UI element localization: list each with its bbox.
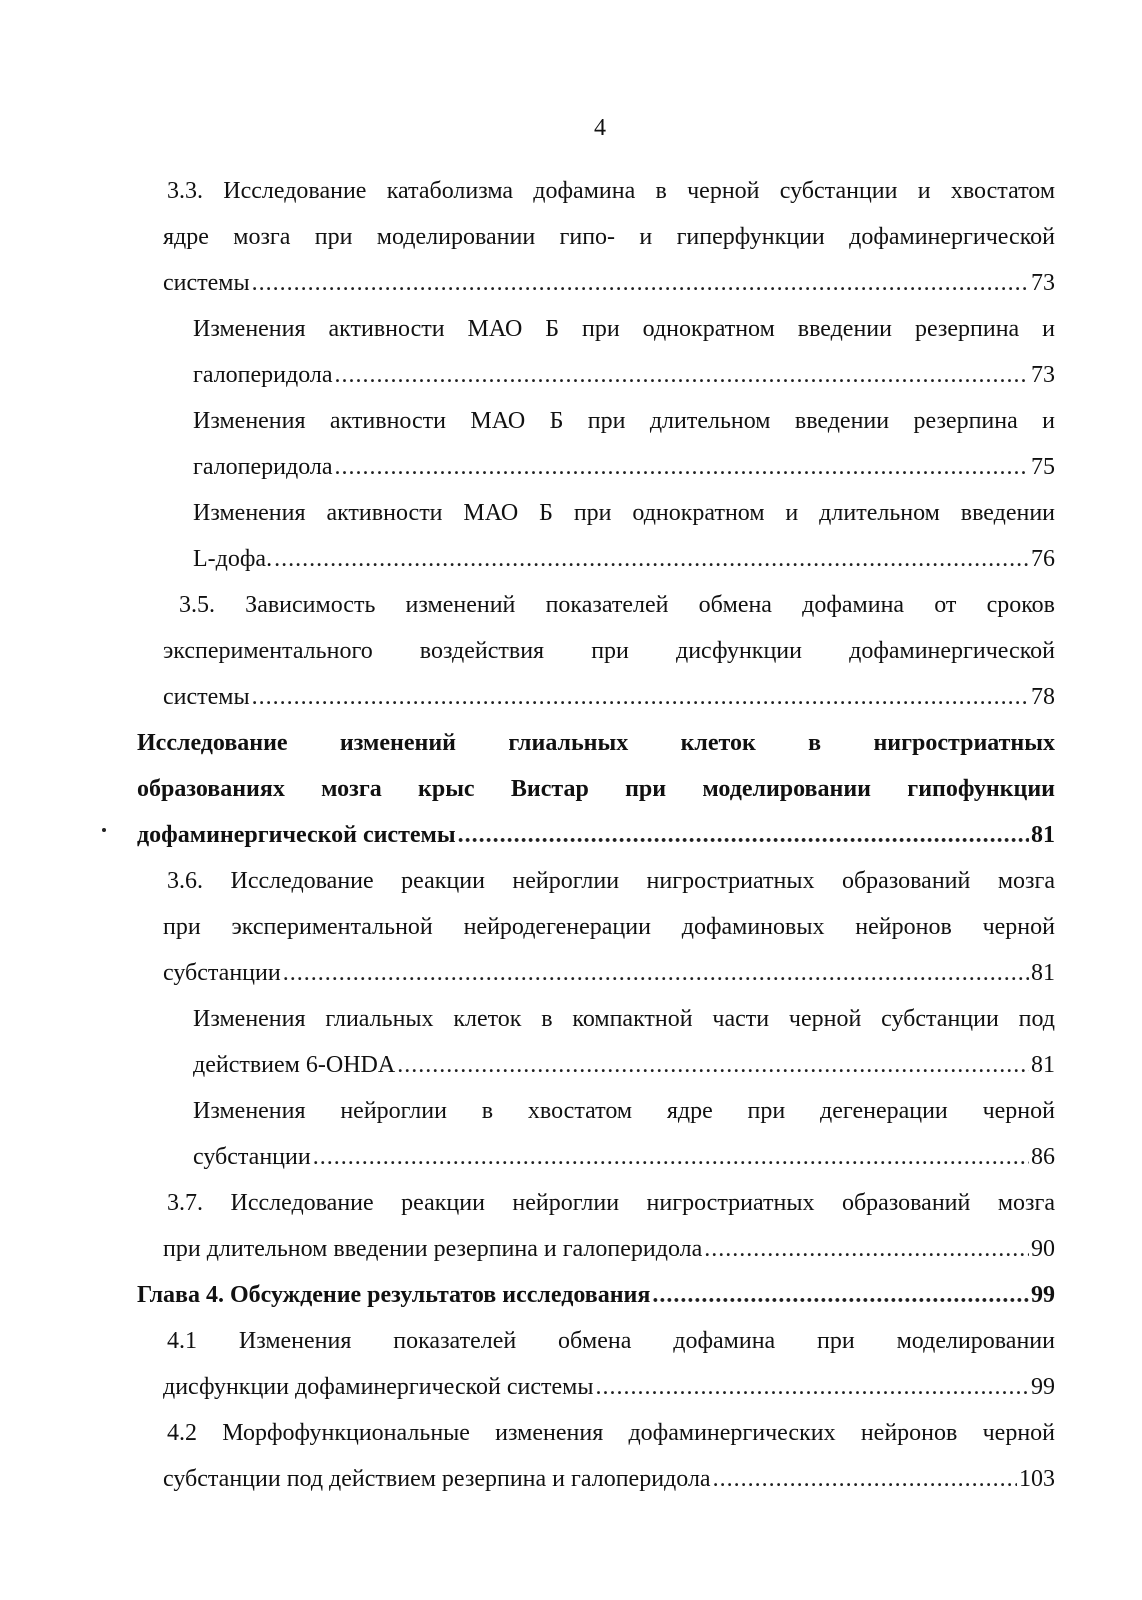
toc-entry — [163, 1410, 1055, 1502]
toc-entry-leader-line — [193, 444, 1055, 490]
dot-leader — [595, 1364, 1029, 1410]
toc-entry-leader-line — [193, 1042, 1055, 1088]
dot-leader — [652, 1272, 1029, 1318]
toc-entry-line: 3.7. Исследование реакции нейроглии нигростриатных образований мозга — [167, 1190, 1055, 1216]
toc-entry-title-end: дофаминергической системы — [137, 822, 456, 848]
dot-leader — [397, 1042, 1029, 1088]
toc-page-number: 73 — [1031, 362, 1055, 388]
toc-entry-leader-line — [193, 352, 1055, 398]
dot-leader — [274, 536, 1029, 582]
toc-entry-line: 4.2 Морфофункциональные изменения дофаминергических нейронов черной — [167, 1420, 1055, 1446]
toc-entry — [193, 1088, 1055, 1180]
toc-page-number: 81 — [1031, 822, 1055, 848]
table-of-contents — [0, 168, 1142, 1502]
toc-entry — [137, 1272, 1055, 1318]
toc-entry-leader-line — [163, 260, 1055, 306]
toc-page-number: 76 — [1031, 546, 1055, 572]
toc-page-number: 103 — [1019, 1466, 1055, 1492]
toc-entry-leader-line — [163, 1456, 1055, 1502]
toc-page-number: 78 — [1031, 684, 1055, 710]
toc-entry-line: 3.3. Исследование катаболизма дофамина в черной субстанции и хвостатом — [167, 178, 1055, 204]
toc-entry — [137, 720, 1055, 858]
toc-entry — [193, 306, 1055, 398]
toc-entry-leader-line — [163, 1226, 1055, 1272]
toc-entry — [193, 398, 1055, 490]
toc-entry-leader-line — [137, 1272, 1055, 1318]
toc-entry-title-end: Глава 4. Обсуждение результатов исследования — [137, 1282, 651, 1308]
toc-entry-title-end: действием 6-OHDA — [193, 1052, 396, 1078]
toc-entry-line: Изменения нейроглии в хвостатом ядре при дегенерации черной — [193, 1098, 1055, 1124]
toc-entry-leader-line — [193, 1134, 1055, 1180]
dot-leader — [713, 1456, 1017, 1502]
toc-entry — [163, 858, 1055, 996]
dot-leader — [252, 674, 1029, 720]
dot-leader — [458, 812, 1029, 858]
toc-entry-title-end: галоперидола — [193, 454, 333, 480]
toc-page-number: 90 — [1031, 1236, 1055, 1262]
toc-page-number: 81 — [1031, 960, 1055, 986]
toc-entry-leader-line — [163, 950, 1055, 996]
toc-entry-line: экспериментального воздействия при дисфункции дофаминергической — [163, 638, 1055, 664]
toc-entry-title-end: субстанции — [163, 960, 281, 986]
toc-entry-line: Изменения глиальных клеток в компактной части черной субстанции под — [193, 1006, 1055, 1032]
toc-entry-title-end: субстанции — [193, 1144, 311, 1170]
toc-entry — [163, 582, 1055, 720]
toc-entry-line: Изменения активности МАО Б при однократном введении резерпина и — [193, 316, 1055, 342]
toc-entry-line: образованиях мозга крыс Вистар при моделировании гипофункции — [137, 776, 1055, 802]
dot-leader — [704, 1226, 1029, 1272]
toc-entry — [193, 490, 1055, 582]
toc-entry — [163, 168, 1055, 306]
toc-entry-leader-line — [137, 812, 1055, 858]
toc-page-number: 99 — [1031, 1282, 1055, 1308]
toc-entry-line: ядре мозга при моделировании гипо- и гиперфункции дофаминергической — [163, 224, 1055, 250]
toc-entry-title-end: системы — [163, 684, 250, 710]
page-number: 4 — [594, 115, 606, 141]
toc-entry — [163, 1318, 1055, 1410]
toc-page-number: 86 — [1031, 1144, 1055, 1170]
toc-page-number: 73 — [1031, 270, 1055, 296]
dot-leader — [252, 260, 1029, 306]
toc-entry-title-end: при длительном введении резерпина и галоперидола — [163, 1236, 703, 1262]
toc-entry-title-end: дисфункции дофаминергической системы — [163, 1374, 594, 1400]
dot-leader — [335, 444, 1029, 490]
dot-leader — [283, 950, 1029, 996]
toc-entry-line: 4.1 Изменения показателей обмена дофамина при моделировании — [167, 1328, 1055, 1354]
toc-entry-title-end: системы — [163, 270, 250, 296]
toc-entry-line: Исследование изменений глиальных клеток в нигростриатных — [137, 730, 1055, 756]
toc-entry-leader-line — [163, 674, 1055, 720]
toc-entry-line: при экспериментальной нейродегенерации дофаминовых нейронов черной — [163, 914, 1055, 940]
toc-entry-line: 3.5. Зависимость изменений показателей обмена дофамина от сроков — [179, 592, 1055, 618]
toc-entry-leader-line — [163, 1364, 1055, 1410]
toc-page-number: 75 — [1031, 454, 1055, 480]
toc-entry-line: Изменения активности МАО Б при однократном и длительном введении — [193, 500, 1055, 526]
toc-entry — [193, 996, 1055, 1088]
toc-page-number: 99 — [1031, 1374, 1055, 1400]
dot-leader — [313, 1134, 1029, 1180]
toc-entry-line: 3.6. Исследование реакции нейроглии нигростриатных образований мозга — [167, 868, 1055, 894]
toc-entry-title-end: галоперидола — [193, 362, 333, 388]
dot-leader — [335, 352, 1029, 398]
toc-page-number: 81 — [1031, 1052, 1055, 1078]
toc-entry-title-end: субстанции под действием резерпина и галоперидола — [163, 1466, 711, 1492]
toc-entry-title-end: L-дофа. — [193, 546, 273, 572]
toc-entry-leader-line — [193, 536, 1055, 582]
toc-entry — [163, 1180, 1055, 1272]
toc-entry-line: Изменения активности МАО Б при длительном введении резерпина и — [193, 408, 1055, 434]
